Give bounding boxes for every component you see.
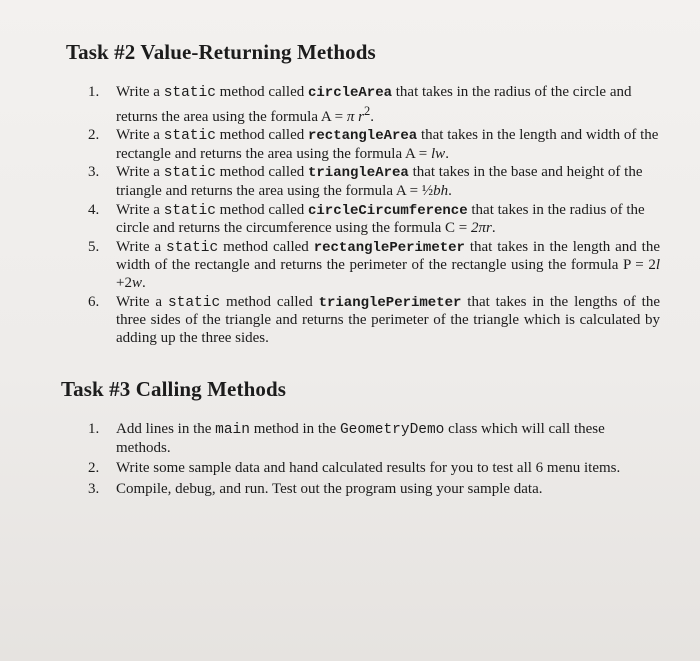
task2-title: Task #2 Value-Returning Methods [66, 40, 376, 64]
method-name: rectangleArea [307, 128, 418, 145]
item-number: 3. [88, 164, 100, 181]
task2-item-1: 1. Write a static method called circleArea that takes in the radius of the circle and returns the area using the formula A = π $r^2$. [88, 84, 632, 125]
class-name-code: GeometryDemo [339, 422, 445, 438]
item-number: 1. [88, 84, 100, 100]
method-name: circleCircumference [307, 202, 468, 219]
method-name: rectanglePerimeter [313, 239, 465, 256]
task3-item-1: 1. Add lines in the main method in the GeometryDemo class which will call these methods. [88, 421, 605, 456]
formula: lw [431, 145, 446, 162]
method-name: triangleArea [307, 165, 409, 182]
task2-item-3: 3. Write a static method called triangleArea that takes in the base and height of the triangle and returns the area using the formula A = ½bh. [88, 164, 643, 199]
task2-item-4: 4. Write a static method called circleCircumference that takes in the radius of the circle and returns the circumference using the formula C = 2πr. [88, 201, 645, 237]
item-number: 5. [88, 238, 100, 255]
task3-item-3: 3. Compile, debug, and run. Test out the program using your sample data. [88, 480, 543, 497]
item-number: 4. [88, 201, 100, 218]
formula-pi: π [346, 108, 355, 125]
task2-item-2: 2. Write a static method called rectangleArea that takes in the length and width of the rectangle and returns the area using the formula A = lw. [88, 127, 659, 162]
item-number: 6. [88, 293, 100, 310]
formula-w: w [131, 274, 142, 291]
formula-exponent: 2 [364, 103, 371, 118]
task2-item-5: 5. Write a static method called rectanglePerimeter that takes in the length and the width of the rectangle and returns the perimeter of the rectangle using the formula P = 2l +2w. [88, 238, 661, 291]
item-number: 3. [88, 480, 100, 497]
method-name: trianglePerimeter [318, 294, 462, 311]
item-number: 1. [88, 421, 100, 437]
method-name: circleArea [307, 85, 392, 101]
item-number: 2. [88, 127, 100, 144]
formula-half: ½ [421, 182, 434, 199]
static-keyword: static [163, 128, 216, 145]
item-number: 2. [88, 460, 100, 477]
task2-list [82, 84, 660, 348]
static-keyword: static [163, 202, 216, 219]
task3-list [82, 421, 662, 501]
formula: bh [433, 182, 449, 199]
task3-item-2: 2. Write some sample data and hand calculated results for you to test all 6 menu items. [88, 460, 621, 477]
task2-item-6: 6. Write a static method called trianglePerimeter that takes in the lengths of the three sides of the triangle and returns the perimeter of the triangle which is calculated by adding up the three sides. [88, 293, 660, 346]
static-keyword: static [167, 294, 221, 311]
main-code: main [215, 422, 250, 438]
formula: 2πr [470, 220, 492, 237]
static-keyword: static [163, 165, 216, 182]
task3-title: Task #3 Calling Methods [61, 377, 286, 401]
formula-r: r [358, 108, 365, 125]
static-keyword: static [163, 85, 216, 101]
formula-l: l [655, 257, 660, 274]
static-keyword: static [166, 239, 219, 256]
